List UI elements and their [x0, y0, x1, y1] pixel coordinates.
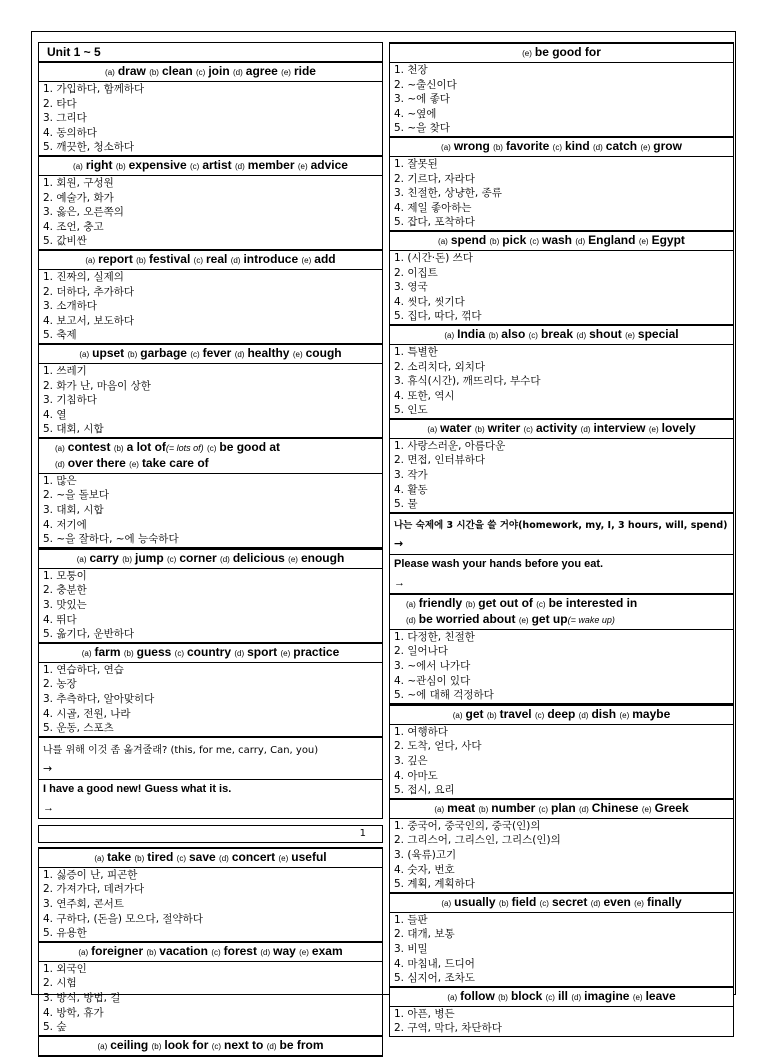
vocab-word: upset [92, 345, 125, 360]
vocab-meaning: 3. 추측하다, 알아맞히다 [43, 693, 155, 705]
vocab-items [39, 474, 382, 547]
vocab-word: ill [557, 988, 568, 1003]
vocab-word: delicious [232, 550, 285, 565]
vocab-head: (a) draw (b) clean (c) join (d) agree (e) ride [39, 62, 382, 82]
vocab-meaning: 3. 휴식(시간), 깨뜨리다, 부수다 [394, 375, 541, 388]
vocab-items [39, 569, 382, 642]
vocab-items [390, 913, 733, 986]
question: 나는 숙제에 3 시간을 쓸 거야(homework, my, I, 3 hours, will, spend) → [390, 513, 733, 554]
vocab-meaning: 3. 비밀 [394, 942, 428, 955]
question: 나를 위해 이것 좀 옮겨줄래? (this, for me, carry, Can, you) → [39, 737, 382, 779]
vocab-meaning: 3. 그리다 [43, 112, 87, 125]
vocab-meaning: 5. ~을 찾다 [394, 122, 450, 135]
vocab-word: deep [547, 706, 576, 721]
vocab-block [389, 893, 734, 987]
vocab-meaning: 3. ~에 좋다 [394, 93, 450, 106]
vocab-word: India [457, 326, 486, 341]
vocab-meaning: 4. 구하다, (돈을) 모으다, 절약하다 [43, 912, 203, 925]
vocab-meaning: 3. 친절한, 상냥한, 종류 [394, 187, 502, 200]
vocab-word: be from [279, 1037, 324, 1052]
vocab-word: practice [293, 644, 340, 659]
vocab-items [390, 251, 733, 324]
vocab-block [38, 1036, 383, 1057]
vocab-meaning: 4. 뛰다 [43, 613, 77, 626]
vocab-block [389, 704, 734, 799]
vocab-meaning: 2. 농장 [43, 678, 77, 691]
vocab-word: healthy [247, 345, 290, 360]
vocab-block [389, 799, 734, 893]
vocab-word: draw [117, 64, 146, 78]
vocab-meaning: 3. 옳은, 오른쪽의 [43, 206, 124, 219]
vocab-meaning: 2. 구역, 막다, 차단하다 [394, 1022, 502, 1035]
vocab-meaning: 2. 일어나다 [394, 645, 448, 658]
vocab-meaning: 3. 작가 [394, 469, 428, 482]
page-number: 1 [38, 825, 383, 843]
vocab-block [38, 643, 383, 737]
vocab-meaning: 4. 또한, 역시 [394, 389, 455, 402]
vocab-word: right [85, 157, 113, 172]
answer-arrow[interactable]: → [43, 801, 54, 814]
vocab-meaning: 4. ~옆에 [394, 107, 437, 120]
unit-title: Unit 1 ~ 5 [38, 42, 383, 61]
vocab-meaning: 2. 타다 [43, 97, 77, 110]
vocab-head: (a) ceiling (b) look for (c) next to (d) be from [39, 1036, 382, 1056]
vocab-meaning: 2. 충분한 [43, 584, 87, 597]
vocab-meaning: 2. 그리스어, 그리스인, 그리스(인)의 [394, 834, 561, 847]
vocab-word: cough [305, 345, 342, 360]
left-column [38, 42, 383, 1057]
vocab-word: take [107, 849, 132, 864]
vocab-meaning: 2. 가져가다, 데려가다 [43, 883, 145, 896]
answer-arrow[interactable]: → [43, 761, 53, 775]
vocab-items [39, 270, 382, 343]
vocab-meaning: 5. 물 [394, 498, 418, 511]
vocab-block [38, 847, 383, 942]
vocab-word: leave [645, 988, 676, 1003]
vocab-meaning: 5. 축제 [43, 329, 77, 342]
vocab-items [390, 439, 733, 512]
vocab-word: jump [134, 550, 164, 565]
vocab-word: wrong [453, 138, 490, 153]
vocab-head: (a) carry (b) jump (c) corner (d) delicious (e) enough [39, 549, 382, 569]
vocab-word: add [314, 251, 336, 266]
vocab-meaning: 4. 방학, 휴가 [43, 1006, 104, 1019]
vocab-word: agree [245, 64, 278, 78]
vocab-word: report [98, 251, 133, 266]
vocab-meaning: 5. 옮기다, 운반하다 [43, 628, 135, 641]
vocab-meaning: 1. 사랑스러운, 아름다운 [394, 439, 506, 452]
vocab-items [390, 725, 733, 798]
vocab-word: dish [591, 706, 617, 721]
vocab-word: pick [502, 232, 527, 247]
vocab-word: useful [291, 849, 327, 864]
vocab-word: ride [293, 64, 316, 78]
vocab-meaning: 1. 특별한 [394, 345, 438, 358]
vocab-word: enough [300, 550, 345, 565]
vocab-meaning: 1. 잘못된 [394, 157, 438, 170]
vocab-head: (a) follow (b) block (c) ill (d) imagine (e) leave [390, 987, 733, 1007]
vocab-word: forest [223, 943, 257, 958]
vocab-meaning: 1. 회원, 구성원 [43, 176, 114, 189]
vocab-meaning: 1. (시간·돈) 쓰다 [394, 251, 473, 264]
vocab-meaning: 3. 대회, 시합 [43, 504, 104, 517]
vocab-meaning: 1. 가입하다, 함께하다 [43, 83, 145, 95]
vocab-block [389, 137, 734, 231]
vocab-meaning: 2. 더하다, 추가하다 [43, 285, 135, 298]
vocab-meaning: 5. 운동, 스포츠 [43, 722, 114, 735]
vocab-items [390, 157, 733, 230]
vocab-meaning: 2. 면접, 인터뷰하다 [394, 454, 486, 467]
vocab-head: (a) water (b) writer (c) activity (d) interview (e) lovely [390, 419, 733, 439]
vocab-meaning: 1. 진짜의, 실제의 [43, 270, 124, 283]
right-column [389, 42, 734, 1037]
vocab-meaning: 5. 유용한 [43, 927, 87, 940]
vocab-word: kind [564, 138, 590, 153]
vocab-meaning: 4. ~관심이 있다 [394, 674, 471, 687]
vocab-word: writer [487, 420, 521, 435]
answer-arrow[interactable]: → [394, 536, 404, 550]
vocab-meaning: 2. 소리치다, 외치다 [394, 360, 486, 373]
vocab-block [38, 344, 383, 438]
vocab-meaning: 3. 기침하다 [43, 394, 97, 407]
vocab-meaning: 1. 들판 [394, 913, 428, 926]
vocab-meaning: 5. 접시, 요리 [394, 784, 455, 797]
vocab-head: (a) right (b) expensive (c) artist (d) member (e) advice [39, 156, 382, 176]
vocab-head: (a) contest (b) a lot of(= lots of) (c) be good at (d) over there (e) take care of [39, 438, 382, 474]
vocab-items [390, 819, 733, 892]
vocab-word: grow [653, 138, 682, 153]
vocab-block [389, 325, 734, 419]
vocab-word: Greek [654, 800, 689, 815]
vocab-word: also [501, 326, 526, 341]
vocab-word: fever [202, 345, 232, 360]
vocab-word: join [208, 64, 230, 78]
vocab-word: catch [605, 138, 638, 153]
vocab-word: vacation [159, 943, 208, 958]
vocab-word: shout [589, 326, 622, 341]
vocab-meaning: 4. 열 [43, 408, 67, 421]
vocab-meaning: 3. 방식, 방법, 길 [43, 991, 121, 1004]
vocab-word: foreigner [91, 943, 144, 958]
vocab-meaning: 1. 모퉁이 [43, 569, 87, 582]
vocab-word: special [637, 326, 679, 341]
vocab-block [38, 548, 383, 643]
vocab-meaning: 2. ~을 돌보다 [43, 489, 110, 502]
vocab-word: clean [161, 64, 193, 78]
vocab-word: lovely [661, 420, 696, 435]
vocab-word: get [465, 706, 484, 721]
vocab-head: (e) be good for [390, 43, 733, 63]
vocab-meaning: 3. ~에서 나가다 [394, 660, 471, 673]
vocab-word: artist [202, 157, 232, 172]
vocab-meaning: 5. 잡다, 포착하다 [394, 216, 475, 229]
vocab-word: introduce [243, 251, 299, 266]
vocab-items [390, 630, 733, 703]
vocab-word: number [491, 800, 536, 815]
vocab-block [389, 231, 734, 325]
vocab-meaning: 2. 화가 난, 마음이 상한 [43, 379, 151, 392]
question: I have a good new! Guess what it is. → [39, 779, 382, 818]
vocab-meaning: 5. 대회, 시합 [43, 423, 104, 436]
vocab-meaning: 4. 마침내, 드디어 [394, 957, 475, 970]
vocab-meaning: 4. 저기에 [43, 518, 87, 531]
vocab-head: (a) meat (b) number (c) plan (d) Chinese (e) Greek [390, 799, 733, 819]
vocab-meaning: 1. 많은 [43, 474, 77, 487]
vocab-block [38, 156, 383, 250]
vocab-word: plan [550, 800, 576, 815]
vocab-items [390, 1007, 733, 1036]
vocab-word: follow [460, 988, 495, 1003]
vocab-items [39, 176, 382, 249]
vocab-meaning: 1. 연습하다, 연습 [43, 663, 124, 676]
vocab-word: imagine [584, 988, 630, 1003]
vocab-meaning: 5. 깨끗한, 청소하다 [43, 141, 135, 154]
vocab-word: exam [311, 943, 343, 958]
vocab-block [389, 42, 734, 137]
vocab-word: Egypt [651, 232, 685, 247]
vocab-meaning: 4. 활동 [394, 483, 428, 496]
vocab-word: usually [454, 894, 496, 909]
vocab-word: save [188, 849, 216, 864]
question-block [38, 737, 383, 819]
vocab-head: (a) India (b) also (c) break (d) shout (e) special [390, 325, 733, 345]
vocab-meaning: 2. 시험 [43, 977, 77, 990]
vocab-block [389, 594, 734, 704]
vocab-meaning: 4. 보고서, 보도하다 [43, 314, 135, 327]
vocab-block [38, 61, 383, 156]
vocab-meaning: 2. 도착, 얻다, 사다 [394, 740, 482, 753]
vocab-word: interview [593, 420, 646, 435]
vocab-word: secret [551, 894, 588, 909]
vocab-word: meat [447, 800, 476, 815]
vocab-word: country [186, 644, 231, 659]
question-block [389, 513, 734, 594]
vocab-head: (a) report (b) festival (c) real (d) introduce (e) add [39, 250, 382, 270]
vocab-meaning: 4. 숫자, 번호 [394, 863, 455, 876]
vocab-word: sport [247, 644, 278, 659]
vocab-items [390, 345, 733, 418]
vocab-meaning: 2. 예술가, 화가 [43, 191, 114, 204]
vocab-meaning: 5. 집다, 따다, 꺾다 [394, 310, 482, 323]
vocab-meaning: 5. ~에 대해 걱정하다 [394, 689, 494, 702]
vocab-meaning: 4. 제일 좋아하는 [394, 201, 472, 214]
vocab-word: tired [147, 849, 174, 864]
vocab-meaning: 3. 소개하다 [43, 300, 97, 313]
vocab-word: garbage [140, 345, 187, 360]
vocab-block [38, 942, 383, 1036]
vocab-word: travel [499, 706, 532, 721]
vocab-word: be good for [534, 45, 601, 59]
vocab-items [39, 82, 382, 155]
vocab-meaning: 2. 이집트 [394, 266, 438, 279]
vocab-meaning: 2. ~출신이다 [394, 78, 457, 91]
vocab-meaning: 5. 계획, 계획하다 [394, 878, 475, 891]
vocab-block [38, 250, 383, 344]
question: Please wash your hands before you eat. → [390, 554, 733, 593]
vocab-head: (a) friendly (b) get out of (c) be interested in (d) be worried about (e) get up(= wake up) [390, 594, 733, 630]
vocab-word: break [540, 326, 573, 341]
vocab-meaning: 4. 조언, 충고 [43, 220, 104, 233]
vocab-word: advice [310, 157, 348, 172]
vocab-head: (a) take (b) tired (c) save (d) concert (e) useful [39, 848, 382, 868]
vocab-meaning: 2. 기르다, 자라다 [394, 172, 475, 185]
vocab-meaning: 1. 중국어, 중국인의, 중국(인)의 [394, 819, 541, 832]
vocab-meaning: 3. 깊은 [394, 755, 428, 767]
vocab-word: England [588, 232, 636, 247]
vocab-meaning: 1. 싫증이 난, 피곤한 [43, 868, 138, 881]
vocab-head: (a) wrong (b) favorite (c) kind (d) catch (e) grow [390, 137, 733, 157]
vocab-items [39, 663, 382, 736]
vocab-head: (a) usually (b) field (c) secret (d) even (e) finally [390, 893, 733, 913]
vocab-block [389, 419, 734, 513]
vocab-meaning: 1. 다정한, 친절한 [394, 630, 475, 643]
vocab-meaning: 4. 아마도 [394, 769, 438, 782]
vocab-meaning: 4. 동의하다 [43, 126, 97, 139]
vocab-head: (a) spend (b) pick (c) wash (d) England (e) Egypt [390, 231, 733, 251]
vocab-word: way [273, 943, 296, 958]
vocab-meaning: 1. 여행하다 [394, 725, 448, 738]
vocab-meaning: 4. 씻다, 씻기다 [394, 295, 465, 308]
vocab-meaning: 1. 쓰레기 [43, 364, 87, 377]
vocab-word: even [603, 894, 631, 909]
vocab-word: spend [450, 232, 487, 247]
vocab-word: expensive [128, 157, 187, 172]
vocab-meaning: 3. 연주회, 콘서트 [43, 897, 124, 910]
vocab-word: maybe [632, 706, 671, 721]
vocab-word: block [510, 988, 543, 1003]
answer-arrow[interactable]: → [394, 576, 405, 589]
vocab-meaning: 5. 인도 [394, 404, 428, 417]
vocab-word: concert [231, 849, 276, 864]
vocab-head: (a) upset (b) garbage (c) fever (d) healthy (e) cough [39, 344, 382, 364]
vocab-items [39, 364, 382, 437]
vocab-word: next to [224, 1037, 264, 1052]
vocab-head: (a) get (b) travel (c) deep (d) dish (e) maybe [390, 705, 733, 725]
vocab-head: (a) farm (b) guess (c) country (d) sport (e) practice [39, 643, 382, 663]
vocab-meaning: 3. 맛있는 [43, 599, 87, 612]
vocab-items [390, 63, 733, 136]
vocab-meaning: 1. 천장 [394, 64, 428, 76]
vocab-word: member [247, 157, 295, 172]
vocab-word: field [511, 894, 537, 909]
vocab-word: activity [535, 420, 578, 435]
vocab-word: corner [179, 550, 217, 565]
vocab-word: guess [136, 644, 172, 659]
vocab-word: water [440, 420, 472, 435]
vocab-meaning: 4. 시골, 전원, 나라 [43, 707, 131, 720]
vocab-meaning: 5. 숲 [43, 1021, 67, 1034]
vocab-word: festival [148, 251, 191, 266]
vocab-meaning: 2. 대개, 보통 [394, 928, 455, 941]
vocab-word: farm [94, 644, 121, 659]
vocab-meaning: 1. 외국인 [43, 962, 87, 975]
vocab-meaning: 5. 값비싼 [43, 235, 87, 248]
vocab-word: Chinese [591, 800, 639, 815]
vocab-meaning: 3. (육류)고기 [394, 848, 457, 861]
vocab-word: real [205, 251, 228, 266]
vocab-head: (a) foreigner (b) vacation (c) forest (d) way (e) exam [39, 942, 382, 962]
vocab-block [38, 438, 383, 548]
vocab-items [39, 868, 382, 941]
vocab-block [389, 987, 734, 1037]
vocab-word: finally [646, 894, 682, 909]
vocab-word: ceiling [110, 1037, 149, 1052]
vocab-meaning: 1. 아픈, 병든 [394, 1007, 455, 1020]
vocab-word: look for [164, 1037, 209, 1052]
vocab-meaning: 5. ~을 잘하다, ~에 능숙하다 [43, 533, 179, 546]
vocab-meaning: 5. 심지어, 조차도 [394, 972, 475, 985]
vocab-meaning: 3. 영국 [394, 281, 428, 294]
vocab-word: wash [541, 232, 572, 247]
vocab-word: favorite [505, 138, 550, 153]
vocab-word: carry [89, 550, 119, 565]
